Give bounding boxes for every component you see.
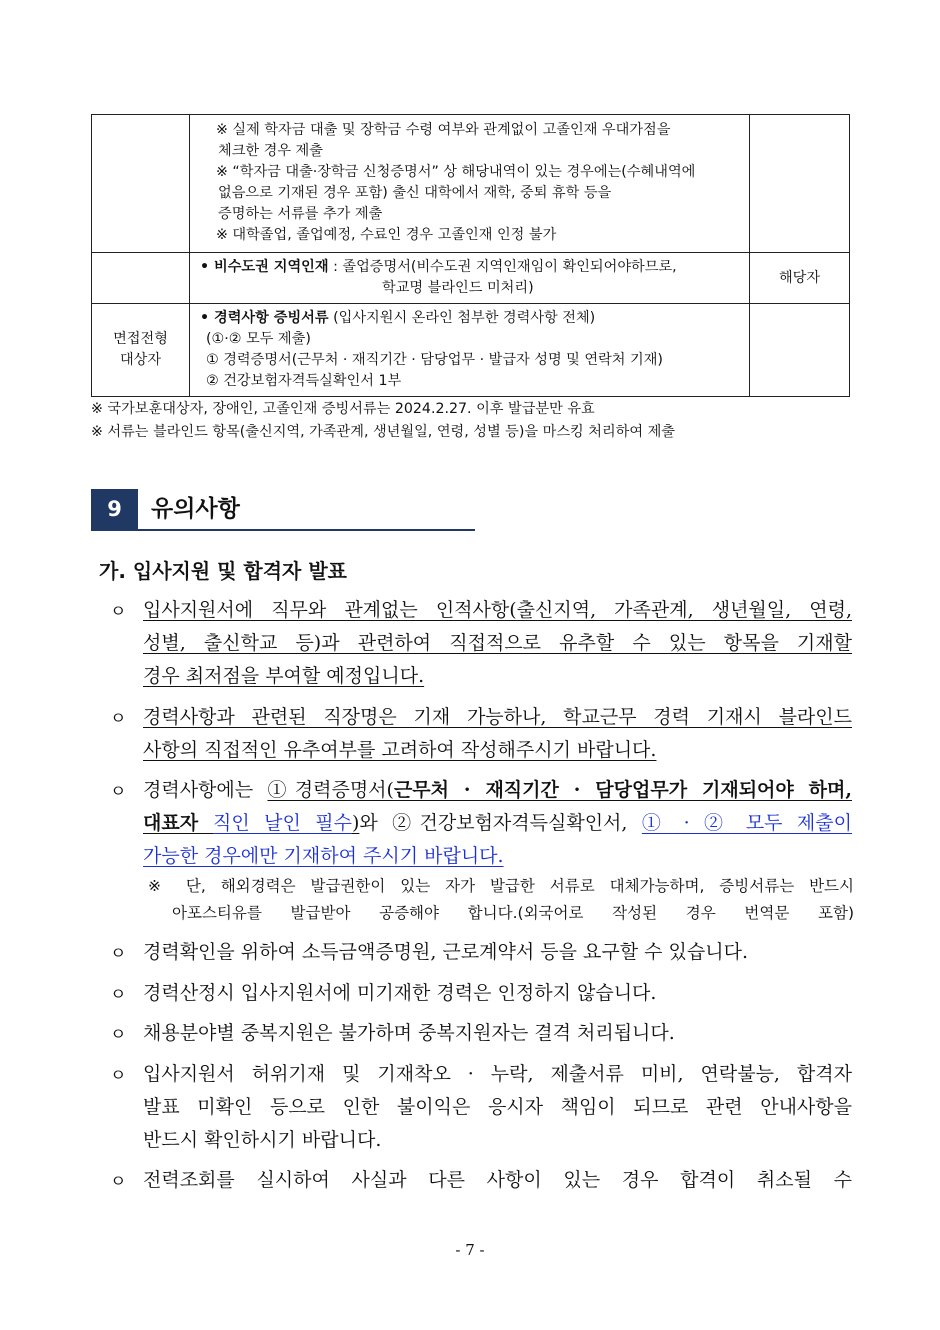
bullet-marker: ㅇ [110, 1066, 127, 1086]
row-header: 면접전형 대상자 [92, 304, 190, 397]
section-header [91, 489, 475, 531]
bullet-marker: ㅇ [110, 944, 127, 964]
applicability-cell: 해당자 [750, 253, 850, 304]
bullet-marker: ㅇ [110, 985, 127, 1005]
section-title: 유의사항 [151, 496, 240, 522]
bullet-marker: ㅇ [110, 1172, 127, 1192]
list-item: ㅇ 경력사항에는 ①경력증명서(근무처 · 재직기간 · 담당업무가 기재되어야 하며, 대표자 직인 날인 필수)와 ②건강보험자격득실확인서, ① · ② 모두 제출이 가능한 경우에만 기재하여 주시기 바랍니다. [110, 774, 852, 873]
bullet-marker: ㅇ [110, 782, 127, 802]
section-underline [91, 529, 475, 531]
note: ※ 단, 해외경력은 발급권한이 있는 자가 발급한 서류로 대체가능하며, 증빙서류는 반드시 아포스티유를 발급받아 공증해야 합니다.(외국어로 작성된 경우 번역문 포함) [148, 877, 854, 922]
list-item: ㅇ 경력확인을 위하여 소득금액증명원, 근로계약서 등을 요구할 수 있습니다. [110, 936, 852, 969]
footnote: ※ 서류는 블라인드 항목(출신지역, 가족관계, 생년월일, 연령, 성별 등)을 마스킹 처리하여 제출 [91, 424, 675, 440]
footnote: ※ 국가보훈대상자, 장애인, 고졸인재 증빙서류는 2024.2.27. 이후 발급분만 유효 [91, 401, 595, 417]
requirements-table [91, 114, 850, 397]
bullet-marker: ㅇ [110, 602, 127, 622]
table-note: ※ “학자금 대출·장학금 신청증명서” 상 해당내역이 있는 경우에는(수혜내역에 없음으로 기재된 경우 포함) 출신 대학에서 재학, 중퇴 휴학 등을 증명하는 서류를 추가 제출 [216, 164, 696, 222]
list-item: ㅇ 전력조회를 실시하여 사실과 다른 사항이 있는 경우 합격이 취소될 수 [110, 1164, 852, 1197]
list-item: ㅇ 경력산정시 입사지원서에 미기재한 경력은 인정하지 않습니다. [110, 977, 852, 1010]
table-row: 면접전형 대상자 • 경력사항 증빙서류 (입사지원시 온라인 첨부한 경력사항 전체) (①·② 모두 제출) ① 경력증명서(근무처 · 재직기간 · 담당업무 · 발급자 성명 및 연락처 기재) ② 건강보험자격득실확인서 1부 [92, 304, 850, 397]
list-item: ㅇ 입사지원서 허위기재 및 기재착오 · 누락, 제출서류 미비, 연락불능, 합격자 발표 미확인 등으로 인한 불이익은 응시자 책임이 되므로 관련 안내사항을 반드시 확인하시기 바랍니다. [110, 1058, 852, 1157]
section-number-badge: 9 [91, 489, 138, 529]
list-item: ㅇ 입사지원서에 직무와 관계없는 인적사항(출신지역, 가족관계, 생년월일, 연령, 성별, 출신학교 등)과 관련하여 직접적으로 유추할 수 있는 항목을 기재할 경우 최저점을 부여할 예정입니다. [110, 594, 852, 693]
table-note: ※ 실제 학자금 대출 및 장학금 수령 여부와 관계없이 고졸인재 우대가점을 체크한 경우 제출 [216, 122, 671, 159]
list-item: ㅇ 경력사항과 관련된 직장명은 기재 가능하나, 학교근무 경력 기재시 블라인드 사항의 직접적인 유추여부를 고려하여 작성해주시기 바랍니다. [110, 701, 852, 767]
page-number: - 7 - [455, 1241, 485, 1259]
subheading: 가. 입사지원 및 합격자 발표 [99, 559, 347, 583]
table-row: • 비수도권 지역인재 : 졸업증명서(비수도권 지역인재임이 확인되어야하므로, 학교명 블라인드 미처리) 해당자 [92, 253, 850, 304]
table-row [92, 115, 850, 253]
list-item: ㅇ 채용분야별 중복지원은 불가하며 중복지원자는 결격 처리됩니다. [110, 1017, 852, 1050]
bullet-marker: ㅇ [110, 1025, 127, 1045]
item-title: • 비수도권 지역인재 [200, 259, 329, 275]
item-title: • 경력사항 증빙서류 [200, 310, 329, 326]
bullet-marker: ㅇ [110, 709, 127, 729]
table-note: ※ 대학졸업, 졸업예정, 수료인 경우 고졸인재 인정 불가 [216, 227, 557, 243]
